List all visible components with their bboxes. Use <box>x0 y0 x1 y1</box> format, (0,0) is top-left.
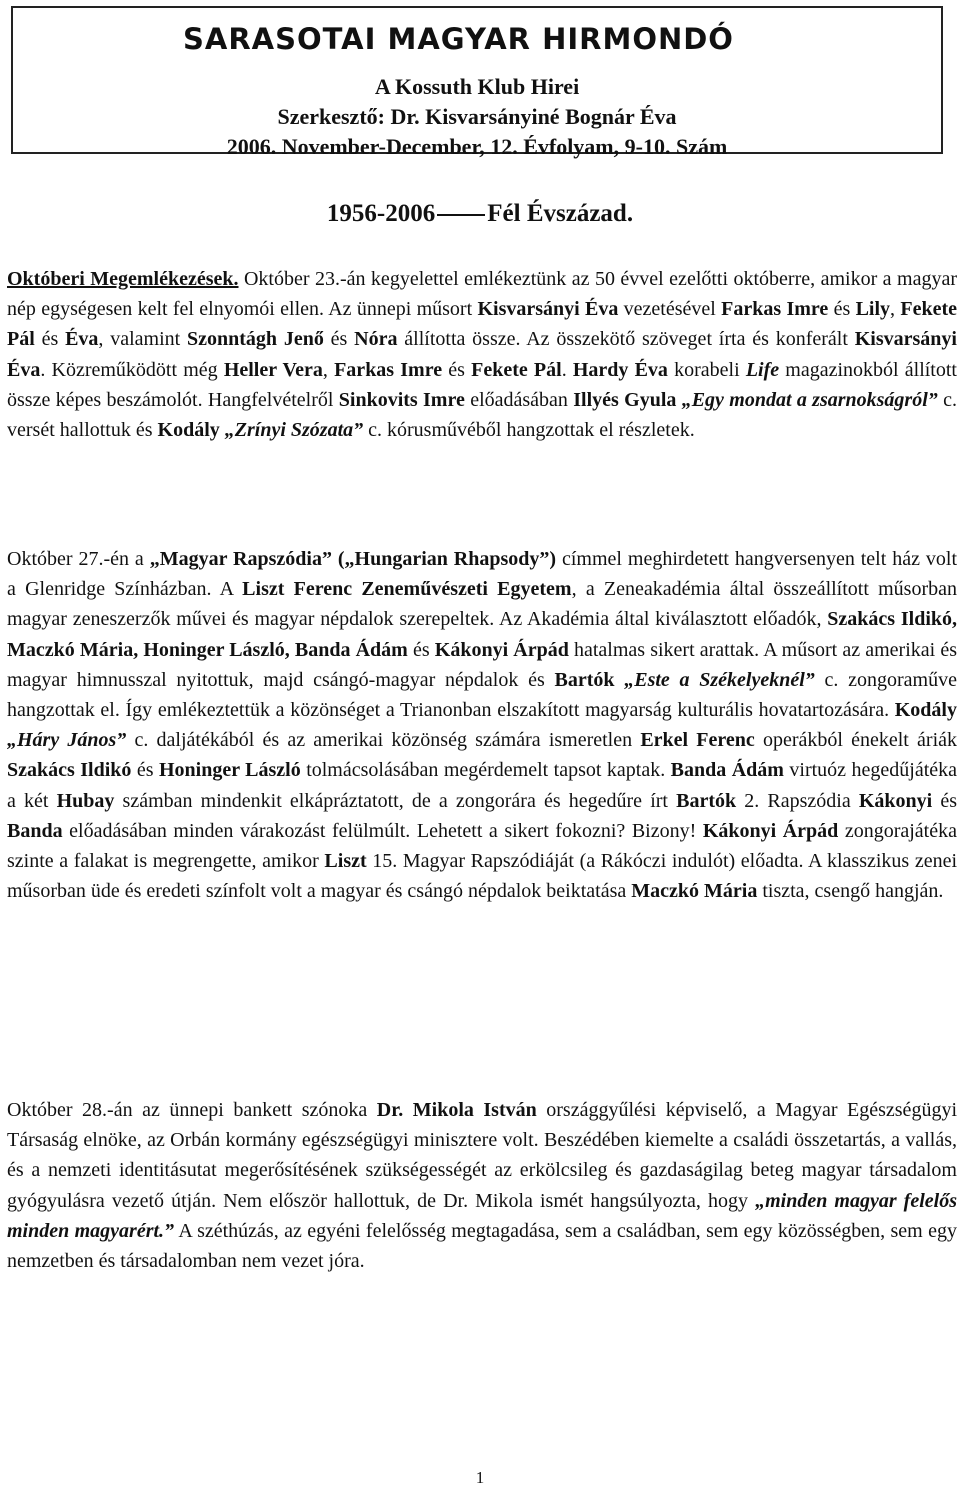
name: Szakács Ildikó <box>7 759 132 782</box>
name: Kisvarsányi Éva <box>7 328 957 381</box>
text: és <box>407 638 435 661</box>
issue-line: 2006. November-December, 12. Évfolyam, 9-10. Szám <box>226 134 728 159</box>
text: c. versét hallottuk és <box>7 388 957 442</box>
name: Kodály <box>894 699 957 722</box>
text: magazinokból állított össze képes beszámolót. Hangfelvételről <box>7 358 957 411</box>
name: Maczkó Mária <box>631 880 758 903</box>
name: Banda <box>7 819 63 842</box>
title: „Este a Székelyeknél” <box>624 668 815 691</box>
text: és <box>131 759 159 782</box>
name: Fekete Pál <box>7 298 957 351</box>
name: Hardy Éva <box>572 358 668 381</box>
text <box>614 669 624 691</box>
newsletter-title: SARASOTAI MAGYAR HIRMONDÓ <box>183 22 734 56</box>
name: Farkas Imre <box>334 358 443 381</box>
title: Life <box>745 358 780 381</box>
name: Kákonyi <box>858 789 933 812</box>
text: címmel meghirdetett hangversenyen telt ház volt a Glenridge Színházban. A <box>7 548 958 601</box>
name: Honinger László <box>158 759 301 782</box>
heading-dash <box>437 214 485 216</box>
heading-text: Fél Évszázad. <box>487 200 634 227</box>
title: „Egy mondat a zsarnokságról” <box>681 388 938 411</box>
masthead-box <box>11 6 943 159</box>
name: Bartók <box>676 789 737 812</box>
name: Banda Ádám <box>670 759 784 782</box>
text: operákból énekelt áriák <box>754 729 958 752</box>
text: , valamint <box>98 328 188 351</box>
text: tolmácsolásában megérdemelt tapsot kaptak. <box>300 759 671 782</box>
text: , a Zeneakadémia által összeállított műsorban magyar zeneszerzők művei és magyar népdalok szerepeltek. Az Akadémia által kiválasztott előadók, <box>7 578 958 631</box>
editor-line: Szerkesztő: Dr. Kisvarsányiné Bognár Éva <box>277 104 677 129</box>
text: és <box>323 328 355 351</box>
section-title: Októberi Megemlékezések. <box>7 268 239 290</box>
text: előadásában <box>464 388 574 411</box>
name: Erkel Ferenc <box>640 729 755 752</box>
article-heading <box>0 200 960 228</box>
text: és <box>828 298 856 321</box>
text: Október 27.-én a <box>7 548 150 570</box>
name: Liszt <box>324 850 367 873</box>
name: Bartók <box>554 668 615 691</box>
text: országgyűlési képviselő, a Magyar Egészségügyi Társaság elnöke, az Orbán kormány egészségügyi minisztere volt. Beszédében kiemelte a családi összetartás, a vallás, és a nemzeti identitásutat megerősítésének szükségességét az erkölcsileg és gazdaságilag beteg magyar társadalom gyógyulásra vezető útján. Nem először hallottuk, de Dr. Mikola ismét hangsúlyozta, hogy <box>7 1099 957 1212</box>
text: virtuóz hegedűjátéka a két <box>7 759 958 812</box>
title: „Magyar Rapszódia” („Hungarian Rhapsody”) <box>149 548 557 570</box>
name: Hubay <box>56 789 115 812</box>
text: c. daljátékából és az amerikai közönség számára ismeretlen <box>126 729 641 752</box>
name: Farkas Imre <box>721 298 829 321</box>
name: Sinkovits Imre <box>338 388 465 411</box>
name: Kákonyi Árpád <box>434 638 569 661</box>
text: állította össze. Az összekötő szöveget írta és konferált <box>397 328 855 351</box>
text: . <box>561 358 573 381</box>
text: 15. Magyar Rapszódiáját (a Rákóczi indulót) előadta. A klasszikus zenei műsorban üde és eredeti színfolt volt a magyar és csángó népdalok beiktatása <box>7 850 958 903</box>
text: hatalmas sikert arattak. A műsort az amerikai és magyar himnusszal nyitottuk, majd csángó-magyar népdalok és <box>7 638 958 691</box>
text: Október 23.-án kegyelettel emlékeztünk az 50 évvel ezelőtti októberre, amikor a magyar nép egységesen kelt fel elnyomói ellen. Az ünnepi műsort <box>7 268 957 321</box>
name: Heller Vera <box>223 358 323 381</box>
name: Nóra <box>354 328 398 351</box>
text: előadásában minden várakozást felülmúlt. Lehetett a sikert fokozni? Bizony! <box>62 819 703 842</box>
name: Fekete Pál <box>471 358 562 381</box>
paragraph-october-28 <box>7 1095 957 1276</box>
quote: „minden magyar felelős minden magyarért.” <box>7 1189 957 1242</box>
name: Liszt Ferenc Zeneművészeti Egyetem <box>242 578 572 601</box>
text: 2. Rapszódia <box>736 789 859 812</box>
newsletter-subtitle: A Kossuth Klub Hirei <box>374 74 580 99</box>
text: zongorajátéka szinte a falakat is megrengette, amikor <box>7 819 957 873</box>
name: Szakács Ildikó, Maczkó Mária, Honinger László, Banda Ádám <box>7 608 957 661</box>
text: tiszta, csengő hangján. <box>757 880 944 903</box>
text: c. kórusművéből hangzottak el részletek. <box>363 419 695 442</box>
title: „Háry János” <box>7 729 127 752</box>
text: és <box>442 358 472 381</box>
name: Kákonyi Árpád <box>702 819 839 842</box>
name: Szonntágh Jenő <box>187 328 324 351</box>
text: korabeli <box>667 358 746 381</box>
name: Illyés Gyula <box>573 388 677 411</box>
page-number: 1 <box>475 1468 485 1487</box>
name: Lily <box>855 298 891 321</box>
title: „Zrínyi Szózata” <box>224 419 364 442</box>
text: és <box>932 789 957 812</box>
text: és <box>34 328 66 351</box>
text: vezetésével <box>618 298 722 321</box>
paragraph-october-27 <box>7 544 957 906</box>
name: Dr. Mikola István <box>376 1099 537 1121</box>
text: , <box>322 358 335 381</box>
text: c. zongoraműve hangzottak el. Így emlékeztettük a közönséget a Trianonban elszakított magyarság kulturális hovatartozására. <box>7 668 957 722</box>
heading-years: 1956-2006 <box>326 200 436 227</box>
name: Kisvarsányi Éva <box>477 298 619 321</box>
paragraph-october-23 <box>7 264 957 445</box>
name: Kodály <box>157 419 220 442</box>
name: Éva <box>65 328 99 351</box>
text: A széthúzás, az egyéni felelősség megtagadása, sem a családban, sem egy közösségben, sem egy nemzetben és társadalomban nem vezet jóra. <box>7 1219 957 1273</box>
text: , <box>890 298 901 321</box>
text: Október 28.-án az ünnepi bankett szónoka <box>7 1099 377 1121</box>
text: számban mindenkit elkápráztatott, de a zongorára és hegedűre írt <box>114 789 677 812</box>
text: . Közreműködött még <box>40 358 224 381</box>
